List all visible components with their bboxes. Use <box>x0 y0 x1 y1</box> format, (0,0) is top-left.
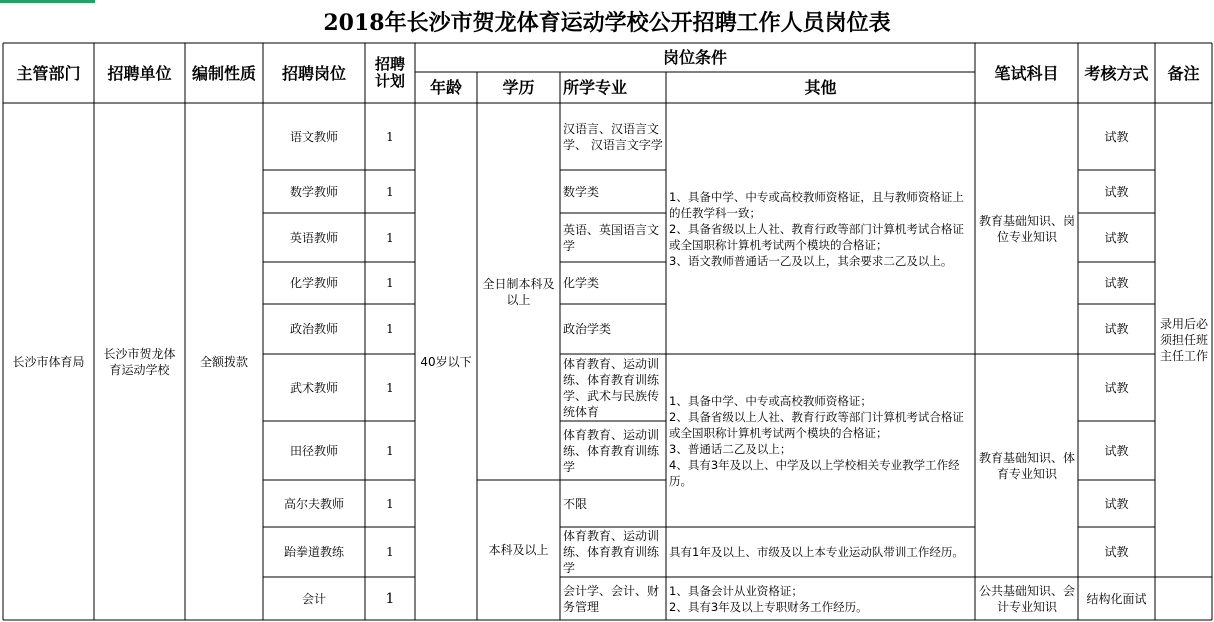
header-other: 其他 <box>804 78 837 97</box>
education-cell-general: 本科及以上 <box>488 543 549 557</box>
remark-cell: 录用后必须担任班主任工作 <box>1159 317 1208 363</box>
position-cell: 武术教师 <box>289 380 338 395</box>
header-assessment: 考核方式 <box>1084 63 1149 83</box>
major-cell: 英语、英国语言文学 <box>563 222 660 253</box>
plan-cell: 1 <box>386 380 394 395</box>
header-education: 学历 <box>502 78 535 97</box>
header-plan: 招聘计划 <box>375 55 406 90</box>
unit-cell: 长沙市贺龙体育运动学校 <box>103 346 176 377</box>
major-cell: 化学类 <box>563 276 600 290</box>
education-cell-fulltime: 全日制本科及以上 <box>482 276 555 307</box>
major-cell: 体育教育、运动训练、体育教育训练学 <box>563 529 660 575</box>
assessment-cell: 试教 <box>1104 230 1129 245</box>
exam-cell-sports: 教育基础知识、体育专业知识 <box>979 450 1075 481</box>
header-exam: 笔试科目 <box>994 63 1059 83</box>
exam-cell-teachers: 教育基础知识、岗位专业知识 <box>979 213 1075 244</box>
header-major: 所学专业 <box>563 78 628 97</box>
major-cell: 政治学类 <box>563 322 612 336</box>
assessment-cell: 试教 <box>1104 184 1129 199</box>
age-cell: 40岁以下 <box>420 354 472 369</box>
other-cell-teachers: 1、具备中学、中专或高校教师资格证，且与教师资格证上的任教学科一致； 2、具备省级以上人社、教育行政等部门计算机考试合格证或全国职称计算机考试两个模块的合格证； 3、语文教师普通话一乙及以上，其余要求二乙及以上。 <box>669 189 964 268</box>
plan-cell: 1 <box>386 184 394 199</box>
position-cell: 数学教师 <box>289 184 338 199</box>
plan-cell: 1 <box>386 496 394 511</box>
plan-cell: 1 <box>386 230 394 245</box>
assessment-cell: 试教 <box>1104 129 1129 144</box>
plan-cell: 1 <box>385 590 395 607</box>
assessment-cell: 试教 <box>1104 322 1129 336</box>
major-cell: 汉语言、汉语言文学、 汉语言文字学 <box>563 121 663 152</box>
assessment-cell: 试教 <box>1104 496 1129 511</box>
plan-cell: 1 <box>386 276 394 290</box>
position-cell: 英语教师 <box>289 230 338 245</box>
position-cell: 政治教师 <box>289 322 338 336</box>
position-cell: 化学教师 <box>289 276 338 290</box>
position-cell: 田径教师 <box>289 443 338 458</box>
other-cell-coach: 具有1年及以上、市级及以上本专业运动队带训工作经历。 <box>669 545 964 559</box>
other-cell-accountant: 1、具备会计从业资格证； 2、具有3年及以上专职财务工作经历。 <box>669 583 868 614</box>
header-conditions: 岗位条件 <box>662 48 727 67</box>
exam-cell-accountant: 公共基础知识、会计专业知识 <box>979 583 1075 614</box>
position-cell: 高尔夫教师 <box>283 496 344 511</box>
plan-cell: 1 <box>386 129 394 144</box>
header-remark: 备注 <box>1167 63 1200 83</box>
major-cell: 体育教育、运动训练、体育教育训练学 <box>563 427 660 474</box>
major-cell: 会计学、会计、财务管理 <box>563 583 660 614</box>
major-cell: 数学类 <box>563 184 600 199</box>
major-cell: 不限 <box>563 496 588 511</box>
assessment-cell: 试教 <box>1104 380 1129 395</box>
other-cell-sports: 1、具备中学、中专或高校教师资格证； 2、具备省级以上人社、教育行政等部门计算机考试合格证或全国职称计算机考试两个模块的合格证； 3、普通话二乙及以上； 4、具有3年及以上、中学及以上学校相关专业教学工作经历。 <box>669 393 964 488</box>
header-position: 招聘岗位 <box>281 63 346 83</box>
page-title: 2018年长沙市贺龙体育运动学校公开招聘工作人员岗位表 <box>323 10 891 36</box>
header-nature: 编制性质 <box>191 63 256 83</box>
plan-cell: 1 <box>386 443 394 458</box>
plan-cell: 1 <box>386 322 394 336</box>
position-cell: 会计 <box>301 591 326 606</box>
assessment-cell: 试教 <box>1104 443 1129 458</box>
header-dept: 主管部门 <box>16 63 81 83</box>
nature-cell: 全额拨款 <box>199 354 248 369</box>
header-unit: 招聘单位 <box>107 63 172 83</box>
header-age: 年龄 <box>429 78 462 97</box>
dept-cell: 长沙市体育局 <box>12 354 85 369</box>
plan-cell: 1 <box>386 545 394 559</box>
position-cell: 语文教师 <box>289 129 338 144</box>
assessment-cell: 试教 <box>1104 545 1129 559</box>
position-cell: 跆拳道教练 <box>283 545 344 559</box>
assessment-cell: 试教 <box>1104 276 1129 290</box>
major-cell: 体育教育、运动训练、体育教育训练学、武术与民族传统体育 <box>563 356 660 419</box>
assessment-cell: 结构化面试 <box>1086 591 1147 606</box>
